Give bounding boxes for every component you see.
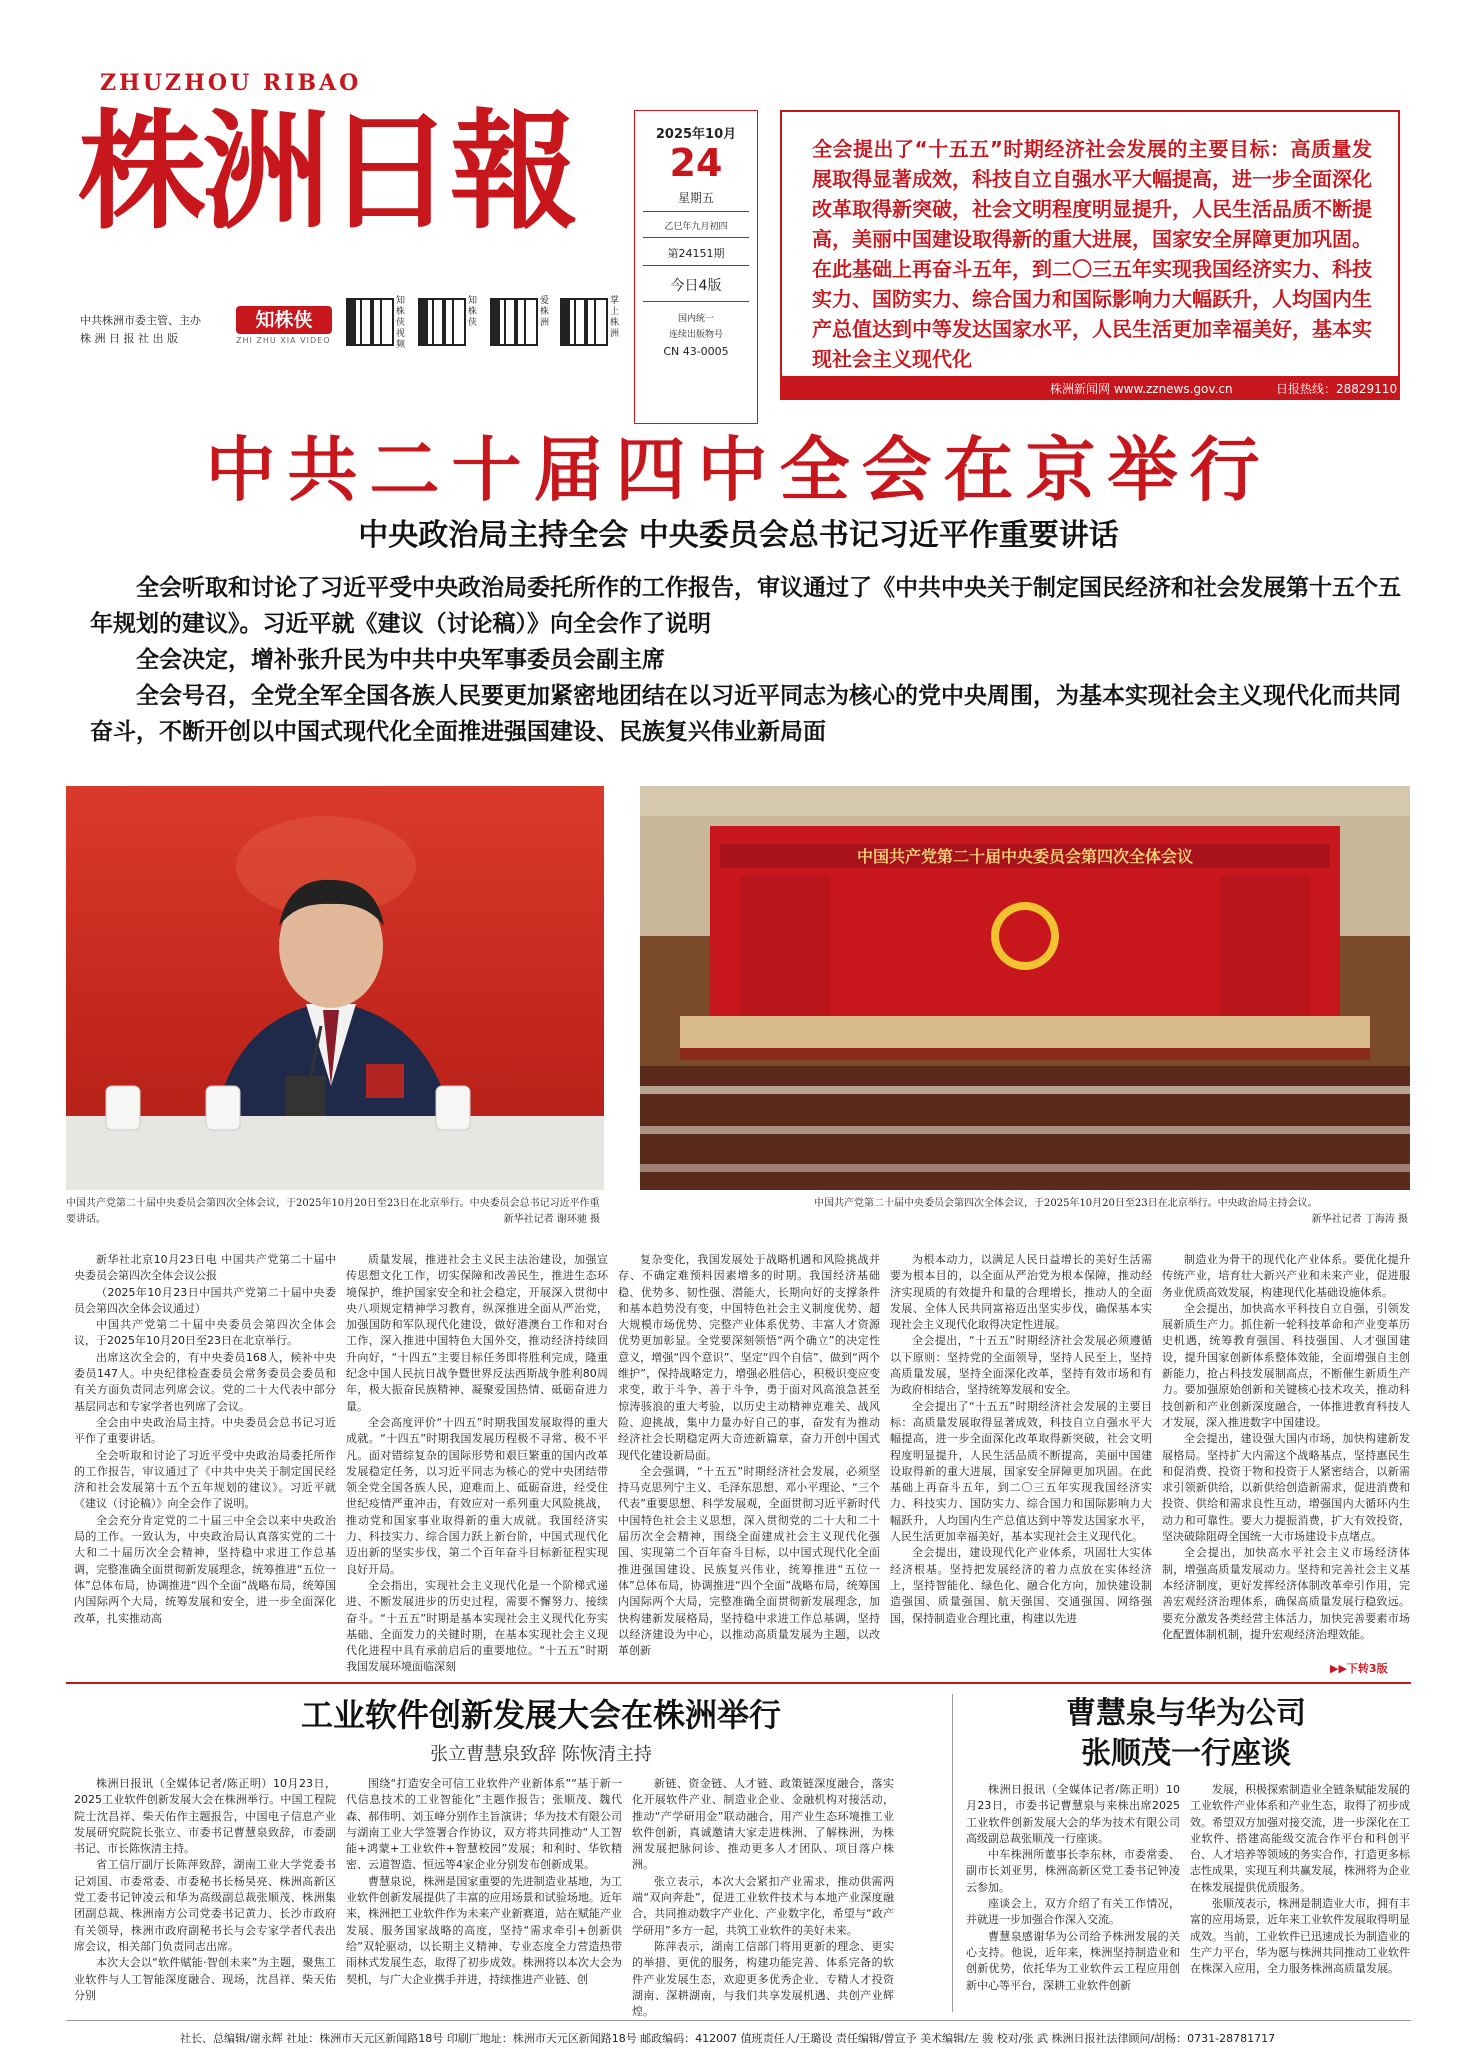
story-title: 工业软件创新发展大会在株洲举行: [300, 1696, 781, 1734]
caption-text: 中国共产党第二十届中央委员会第四次全体会议，于2025年10月20日至23日在北京举行。中央委员会总书记习近平作重要讲话。: [66, 1198, 600, 1225]
issue-info-box: [634, 110, 758, 424]
story-column: [74, 1776, 336, 2008]
photo-meeting-hall: [640, 786, 1410, 1190]
publisher-line: 株 洲 日 报 社 出 版: [80, 332, 178, 345]
article-paragraph: 质量发展，推进社会主义民主法治建设，加强宣传思想文化工作，切实保障和改善民生，推进生态环境保护，维护国家安全和社会稳定，开展深入贯彻中央八项规定精神学习教育，纵深推进全面从严治党，加强国防和军队现代化建设，做好港澳台工作和对台工作，深入推进中国特色大国外交，推动经济持续回升向好，“十四五”主要目标任务即将胜利完成，隆重纪念中国人民抗日战争暨世界反法西斯战争胜利80周年，极大振奋民族精神、凝聚爱国热情、砥砺奋进力量。: [346, 1253, 608, 1413]
article-paragraph: 复杂变化，我国发展处于战略机遇和风险挑战并存、不确定难预料因素增多的时期。我国经济基础稳、优势多、韧性强、潜能大，长期向好的支撑条件和基本趋势没有变，中国特色社会主义制度优势、超大规模市场优势、完整产业体系优势、丰富人才资源优势更加彰显。全党要深刻领悟“两个确立”的决定性意义，增强“四个意识”、坚定“四个自信”、做到“两个维护”，保持战略定力，增强必胜信心，积极识变应变求变，敢于斗争、善于斗争，勇于面对风高浪急甚至惊涛骇浪的重大考验，以历史主动精神克难关、战风险、迎挑战，集中力量办好自己的事，奋发有为推动经济社会长期稳定两大奇迹新篇章，奋力开创中国式现代化建设新局面。: [618, 1253, 880, 1462]
photo-caption-left: [66, 1196, 606, 1228]
story-paragraph: 张立表示，本次大会紧扣产业需求，推动供需两端“双向奔赴”，促进工业软件技术与本地产业深度融合，共同推动数字产业化、产业数字化，希望与“政产学研用”多方一起，共筑工业软件的美好未来。: [632, 1874, 894, 1937]
story-column: [346, 1776, 622, 2008]
speaker-illustration-icon: [66, 786, 604, 1190]
story-paragraph: 省工信厅副厅长陈萍致辞，湖南工业大学党委书记刘国、市委常委、市委秘书长杨昊亮、株洲高新区党工委书记钟凌云和华为高级副总裁张顺茂、株洲集团副总裁、株洲南方公司党委书记黄力、长沙市政府有关领导，株洲市政府副秘书长与会专家学者代表出席会议，相关部门负责同志出席。: [74, 1858, 336, 1953]
article-paragraph: （2025年10月23日中国共产党第二十届中央委员会第四次全体会议通过）: [74, 1285, 336, 1315]
story-paragraph: 曹慧泉说，株洲是国家重要的先进制造业基地，为工业软件创新发展提供了丰富的应用场景和试验场地。近年来，株洲把工业软件作为未来产业新赛道，站在赋能产业发展、服务国家战略的高度，坚持“需求牵引+创新供给”双轮驱动，以长期主义精神、专业态度全力营造热带雨林式发展生态，取得了初步成效。株洲将以本次大会为契机，与广大企业携手并进，持续推进产业链、创: [346, 1874, 622, 1986]
story-paragraph: 发展，积极探索制造业全链条赋能发展的工业软件产业体系和产业生态，取得了初步成效。希望双方加强对接交流，进一步深化在工业软件、搭建高能级交流合作平台和科创平台、人才培养等领域的务实合作，打造更多标志性成果，实现互利共赢发展，株洲将为企业在株发展提供优质服务。: [1190, 1783, 1410, 1894]
qr-label: 爱株洲: [540, 296, 550, 328]
cn-label-1: 国内统一: [677, 314, 714, 324]
issue-weekday: 星期五: [677, 191, 714, 205]
article-paragraph: 全会提出，“十五五”时期经济社会发展必须遵循以下原则：坚持党的全面领导，坚持人民至上，坚持高质量发展，坚持全面深化改革，坚持有效市场和有为政府相结合，坚持统筹发展和安全。: [890, 1334, 1152, 1397]
footer-info: 社长、总编辑/谢永辉 社址：株洲市天元区新闻路18号 印刷厂地址：株洲市天元区新闻路18号 邮政编码：412007 值班责任人/王璐设 责任编辑/曾宣予 美术编辑/左 骏 校对/张 武 株洲日报社法律顾问/胡杨：0731-28781717: [180, 2032, 1276, 2045]
story-column: [966, 1782, 1180, 2008]
article-paragraph: 全会高度评价“十四五”时期我国发展取得的重大成就。“十四五”时期我国发展历程极不寻常、极不平凡。面对错综复杂的国际形势和艰巨繁重的国内改革发展稳定任务，以习近平同志为核心的党中央团结带领全党全国各族人民，迎难而上、砥砺奋进，经受住世纪疫情严重冲击，有效应对一系列重大风险挑战，推动党和国家事业取得新的重大成就。我国经济实力、科技实力、综合国力跃上新台阶，中国式现代化迈出新的坚实步伐，第二个百年奋斗目标新征程实现良好开局。: [346, 1415, 608, 1576]
story-paragraph: 围绕“打造安全可信工业软件产业新体系”“基于新一代信息技术的工业智能化”主题作报告；张顺茂、魏代森、郝伟明、刘玉峰分别作主旨演讲；华为技术有限公司与湖南工业大学签署合作协议，双方将共同推动“人工智能+鸿蒙+工业软件+智慧校园”发展；和利时、华钦精密、云道智造、恒远等4家企业分别发布创新成果。: [346, 1777, 622, 1872]
cn-label-2: 连续出版物号: [668, 330, 723, 340]
caption-text: 中国共产党第二十届中央委员会第四次全体会议，于2025年10月20日至23日在北京举行。中央政治局主持会议。: [814, 1198, 1318, 1209]
story-paragraph: 曹慧泉感谢华为公司给予株洲发展的关心支持。他说，近年来，株洲坚持制造业和创新优势，依托华为工业软件云工程应用创新中心等平台，深耕工业软件创新: [966, 1929, 1180, 1992]
story-title-line: 曹慧泉与华为公司: [1066, 1696, 1306, 1731]
story-paragraph: 本次大会以“软件赋能·智创未来”为主题，聚焦工业软件与人工智能深度融合、现场，沈昌祥、柴天佑分别: [74, 1956, 336, 2002]
qr-label: 知株侠视频: [396, 296, 406, 350]
story-title: [962, 1694, 1410, 1774]
article-paragraph: 全会提出，建设现代化产业体系，巩固壮大实体经济根基。坚持把发展经济的着力点放在实体经济上，坚持智能化、绿色化、融合化方向，加快建设制造强国、质量强国、航天强国、交通强国、网络强国，保持制造业合理比重，构建以先进: [890, 1546, 1152, 1625]
article-paragraph: 全会充分肯定党的二十届三中全会以来中央政治局的工作。一致认为，中央政治局认真落实党的二十大和二十届历次全会精神，坚持稳中求进工作总基调，完整准确全面贯彻新发展理念，统筹推进“五位一体”总体布局，协调推进“四个全面”战略布局，统筹国内国际两个大局，统筹发展和安全，进一步全面深化改革，扎实推动高: [74, 1513, 336, 1625]
article-paragraph: 全会提出，加快高水平科技自立自强，引领发展新质生产力。抓住新一轮科技革命和产业变革历史机遇，统筹教育强国、科技强国、人才强国建设，提升国家创新体系整体效能，全面增强自主创新能力，抢占科技发展制高点，不断催生新质生产力。要加强原始创新和关键核心技术攻关，推动科技创新和产业创新深度融合，一体推进教育科技人才发展，深入推进数字中国建设。: [1162, 1301, 1410, 1429]
article-paragraph: 全会提出了“十五五”时期经济社会发展的主要目标：高质量发展取得显著成效，科技自立自强水平大幅提高，进一步全面深化改革取得新突破，社会文明程度明显提升，人民生活品质不断提高，美丽中国建设取得新的重大进展，国家安全屏障更加巩固。在此基础上再奋斗五年，到二〇三五年实现我国经济实力、科技实力、国防实力、综合国力和国际影响力大幅跃升，人均国内生产总值达到中等发达国家水平，人民生活更加幸福美好，基本实现社会主义现代化。: [890, 1399, 1152, 1544]
photo-caption-right: [814, 1196, 1414, 1228]
sponsor-info: [80, 312, 201, 348]
article-paragraph: 中国共产党第二十届中央委员会第四次全体会议，于2025年10月20日至23日在北京举行。: [74, 1318, 336, 1348]
continue-link[interactable]: ▶▶下转3版: [1330, 1662, 1388, 1675]
qr-code-icon[interactable]: [346, 298, 394, 346]
article-column: [74, 1252, 336, 1674]
column-divider: [952, 1694, 953, 2012]
issue-year-month: 2025年10月: [655, 127, 737, 142]
photo-speaker: [66, 786, 604, 1190]
story-title-line: 张顺茂一行座谈: [1081, 1736, 1291, 1771]
qr-code-group: [346, 296, 628, 350]
sponsor-line: 中共株洲市委主管、主办: [80, 314, 201, 327]
article-paragraph: 全会由中央政治局主持。中央委员会总书记习近平作了重要讲话。: [74, 1415, 336, 1446]
qr-label: 知株侠: [468, 296, 478, 328]
story-paragraph: 座谈会上，双方介绍了有关工作情况，并就进一步加强合作深入交流。: [966, 1897, 1180, 1927]
story-subtitle: 张立曹慧泉致辞 陈恢清主持: [430, 1744, 652, 1765]
story-paragraph: 张顺茂表示，株洲是制造业大市，拥有丰富的应用场景，近年来工业软件发展取得明显成效。当前，工业软件已迅速成长为制造业的生产力平台，华为愿与株洲共同推动工业软件在株深入应用，全力服务株洲高质量发展。: [1190, 1897, 1410, 1976]
site-link[interactable]: 株洲新闻网 www.zznews.gov.cn: [1050, 382, 1233, 396]
summary-text: 全会提出了“十五五”时期经济社会发展的主要目标：高质量发展取得显著成效，科技自立自强水平大幅提高，进一步全面深化改革取得新突破，社会文明程度明显提升，人民生活品质不断提高，美丽中国建设取得新的重大进展，国家安全屏障更加巩固。在此基础上再奋斗五年，到二〇三五年实现我国经济实力、科技实力、国防实力、综合国力和国际影响力大幅跃升，人均国内生产总值达到中等发达国家水平，人民生活更加幸福美好，基本实现社会主义现代化: [812, 137, 1372, 371]
zhizhu-subtitle: ZHI ZHU XIA VIDEO: [236, 336, 331, 345]
sub-headline: 中央政治局主持全会 中央委员会总书记习近平作重要讲话: [358, 518, 1119, 553]
qr-code-icon[interactable]: [560, 298, 608, 346]
story-column: [1190, 1782, 1410, 2008]
article-column: [618, 1252, 880, 1674]
issue-number: 第24151期: [667, 247, 725, 260]
section-divider: [66, 1682, 1411, 1684]
newspaper-logo: 株洲日報: [78, 97, 575, 247]
article-paragraph: 全会提出，建设强大国内市场，加快构建新发展格局。坚持扩大内需这个战略基点，坚持惠民生和促消费、投资于物和投资于人紧密结合，以新需求引领新供给，以新供给创造新需求，促进消费和投资、供给和需求良性互动，增强国内大循环内生动力和可靠性。要大力提振消费，扩大有效投资，坚决破除阻碍全国统一大市场建设卡点堵点。: [1162, 1432, 1410, 1544]
lead-paragraph: 全会决定，增补张升民为中共中央军事委员会副主席: [136, 647, 665, 673]
issue-pages: 今日4版: [670, 278, 722, 294]
lead-paragraph: 全会听取和讨论了习近平受中央政治局委托所作的工作报告，审议通过了《中共中央关于制定国民经济和社会发展第十五个五年规划的建议》。习近平就《建议（讨论稿）》向全会作了说明: [90, 575, 1401, 637]
cn-number: CN 43-0005: [663, 345, 729, 358]
qr-label: 掌上株洲: [610, 296, 620, 339]
hotline: 日报热线：28829110: [1276, 382, 1398, 396]
zhizhu-logo[interactable]: 知株侠: [236, 306, 332, 334]
hall-banner: 中国共产党第二十届中央委员会第四次全体会议: [856, 847, 1193, 866]
lead-paragraph: 全会号召，全党全军全国各族人民要更加紧密地团结在以习近平同志为核心的党中央周围，为基本实现社会主义现代化而共同奋斗，不断开创以中国式现代化全面推进强国建设、民族复兴伟业新局面: [90, 683, 1401, 745]
summary-box: [780, 110, 1400, 378]
story-paragraph: 中车株洲所董事长李东林，市委常委、副市长刘亚男，株洲高新区党工委书记钟凌云参加。: [966, 1848, 1180, 1894]
qr-code-icon[interactable]: [418, 298, 466, 346]
article-column: [1162, 1252, 1410, 1656]
story-paragraph: 株洲日报讯（全媒体记者/陈正明）10月23日，市委书记曹慧泉与来株出席2025工业软件创新发展大会的华为技术有限公司高级副总裁张顺茂一行座谈。: [966, 1783, 1180, 1845]
photo-credit: 新华社记者 丁海涛 摄: [1311, 1214, 1408, 1225]
article-paragraph: 新华社北京10月23日电 中国共产党第二十届中央委员会第四次全体会议公报: [74, 1253, 336, 1283]
issue-lunar: 乙巳年九月初四: [664, 222, 728, 232]
footer-divider: [66, 2020, 1411, 2021]
article-column: [346, 1252, 608, 1674]
photo-credit: 新华社记者 谢环驰 摄: [503, 1214, 600, 1225]
article-paragraph: 全会指出，实现社会主义现代化是一个阶梯式递进、不断发展进步的历史过程，需要不懈努力、接续奋斗。“十五五”时期是基本实现社会主义现代化夯实基础、全面发力的关键时期，在基本实现社会主义现代化进程中具有承前启后的重要地位。“十五五”时期我国发展环境面临深刻: [346, 1578, 608, 1674]
lead-paragraphs: [90, 570, 1410, 750]
story-paragraph: 株洲日报讯（全媒体记者/陈正明）10月23日，2025工业软件创新发展大会在株洲举行。中国工程院院士沈昌祥、柴天佑作主题报告，中国电子信息产业发展研究院院长张立、市委书记曹慧泉致辞，市委副书记、市长陈恢清主持。: [74, 1777, 336, 1856]
article-column: [890, 1252, 1152, 1674]
issue-day: 24: [669, 141, 723, 185]
story-paragraph: 陈萍表示，湖南工信部门将用更新的理念、更实的举措、更优的服务，构建功能完善、体系完备的软件产业发展生态，欢迎更多优秀企业、专精人才投资湖南、深耕湖南，与我们共享发展机遇、共创产业辉煌。: [632, 1939, 894, 2019]
article-paragraph: 全会强调，“十五五”时期经济社会发展，必须坚持马克思列宁主义、毛泽东思想、邓小平理论、“三个代表”重要思想、科学发展观，全面贯彻习近平新时代中国特色社会主义思想，深入贯彻党的二十大和二十届历次全会精神，围绕全面建成社会主义现代化强国、实现第二个百年奋斗目标，以中国式现代化全面推进强国建设、民族复兴伟业，统筹推进“五位一体”总体布局，协调推进“四个全面”战略布局，统筹国内国际两个大局，完整准确全面贯彻新发展理念，加快构建新发展格局，坚持稳中求进工作总基调，坚持以经济建设为中心，以推动高质量发展为主题，以改革创新: [618, 1464, 880, 1658]
qr-code-icon[interactable]: [490, 298, 538, 346]
article-paragraph: 制造业为骨干的现代化产业体系。要优化提升传统产业，培育壮大新兴产业和未来产业，促进服务业优质高效发展，构建现代化基础设施体系。: [1162, 1253, 1410, 1299]
site-bar: [780, 378, 1400, 400]
masthead-pinyin: ZHUZHOU RIBAO: [100, 70, 362, 96]
main-headline: 中共二十届四中全会在京举行: [205, 428, 1272, 511]
article-paragraph: 出席这次全会的，有中央委员168人，候补中央委员147人。中央纪律检查委员会常务委员会委员和有关方面负责同志列席会议。党的二十大代表中部分基层同志和专家学者也列席了会议。: [74, 1350, 336, 1413]
story-paragraph: 新链、资金链、人才链、政策链深度融合，落实化开展软件产业、制造业企业、金融机构对接活动，推动“产学研用金”联动融合，用产业生态环境推工业软件创新，真诚邀请大家走进株洲、了解株洲，为株洲发展把脉问诊、推动更多人才团队、项目落户株洲。: [632, 1777, 894, 1872]
article-paragraph: 为根本动力，以满足人民日益增长的美好生活需要为根本目的，以全面从严治党为根本保障，推动经济实现质的有效提升和量的合理增长，推动人的全面发展、全体人民共同富裕迈出坚实步伐，确保基本实现社会主义现代化取得决定性进展。: [890, 1253, 1152, 1332]
article-paragraph: 全会提出，加快高水平社会主义市场经济体制，增强高质量发展动力。坚持和完善社会主义基本经济制度，更好发挥经济体制改革牵引作用，完善宏观经济治理体系，确保高质量发展行稳致远。要充分激发各类经营主体活力，加快完善要素市场化配置体制机制，提升宏观经济治理效能。: [1162, 1546, 1410, 1641]
story-column: [632, 1776, 894, 2019]
article-paragraph: 全会听取和讨论了习近平受中央政治局委托所作的工作报告，审议通过了《中共中央关于制定国民经济和社会发展第十五个五年规划的建议》。习近平就《建议（讨论稿）》向全会作了说明。: [74, 1448, 336, 1511]
